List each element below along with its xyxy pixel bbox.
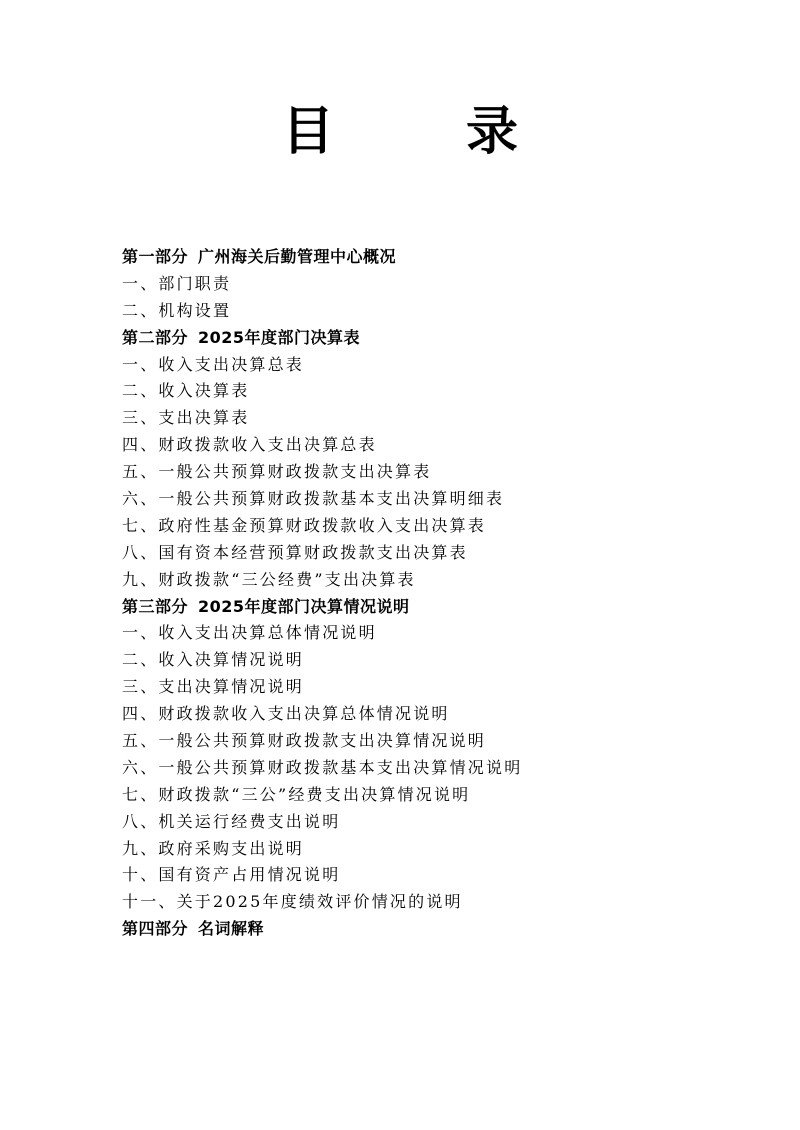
toc-item: 一、收入支出决算总体情况说明: [122, 623, 377, 643]
toc-item: 六、一般公共预算财政拨款基本支出决算情况说明: [122, 757, 523, 777]
toc-part-heading: [122, 916, 762, 943]
toc-item: 一、部门职责: [122, 273, 232, 293]
toc-part-label: 第三部分: [122, 596, 189, 616]
toc-item: 九、财政拨款“三公经费”支出决算表: [122, 569, 416, 589]
toc-item: 四、财政拨款收入支出决算总表: [122, 435, 377, 455]
toc-item: 二、收入决算表: [122, 381, 250, 401]
toc-item: 十一、关于2025年度绩效评价情况的说明: [122, 892, 463, 912]
toc-item: 八、国有资本经营预算财政拨款支出决算表: [122, 542, 468, 562]
toc-item: 一、收入支出决算总表: [122, 354, 305, 374]
toc-part-heading: [122, 244, 762, 271]
toc-part-heading: [122, 325, 762, 352]
toc-item: 六、一般公共预算财政拨款基本支出决算明细表: [122, 489, 505, 509]
toc-item: 五、一般公共预算财政拨款支出决算情况说明: [122, 731, 487, 751]
toc-item: 七、财政拨款“三公”经费支出决算情况说明: [122, 784, 471, 804]
toc-item: 三、支出决算表: [122, 408, 250, 428]
table-of-contents: [122, 244, 762, 943]
toc-part-label: 第一部分: [122, 247, 189, 266]
page-title: 目 录: [281, 102, 558, 162]
toc-part-title: 2025年度部门决算表: [198, 327, 361, 347]
toc-item: 四、财政拨款收入支出决算总体情况说明: [122, 704, 450, 724]
toc-item: 八、机关运行经费支出说明: [122, 811, 341, 831]
toc-part-title: 名词解释: [198, 919, 265, 939]
toc-part-label: 第二部分: [122, 327, 189, 347]
toc-item: 二、收入决算情况说明: [122, 650, 305, 670]
toc-part-heading: [122, 594, 762, 621]
toc-item: 三、支出决算情况说明: [122, 677, 305, 697]
toc-item: 五、一般公共预算财政拨款支出决算表: [122, 462, 432, 482]
toc-part-title: 2025年度部门决算情况说明: [198, 596, 410, 616]
toc-item: 七、政府性基金预算财政拨款收入支出决算表: [122, 515, 487, 535]
toc-part-label: 第四部分: [122, 919, 189, 939]
toc-item: 十、国有资产占用情况说明: [122, 865, 341, 885]
toc-item: 九、政府采购支出说明: [122, 838, 305, 858]
toc-part-title: 广州海关后勤管理中心概况: [198, 247, 397, 266]
toc-item: 二、机构设置: [122, 300, 232, 320]
